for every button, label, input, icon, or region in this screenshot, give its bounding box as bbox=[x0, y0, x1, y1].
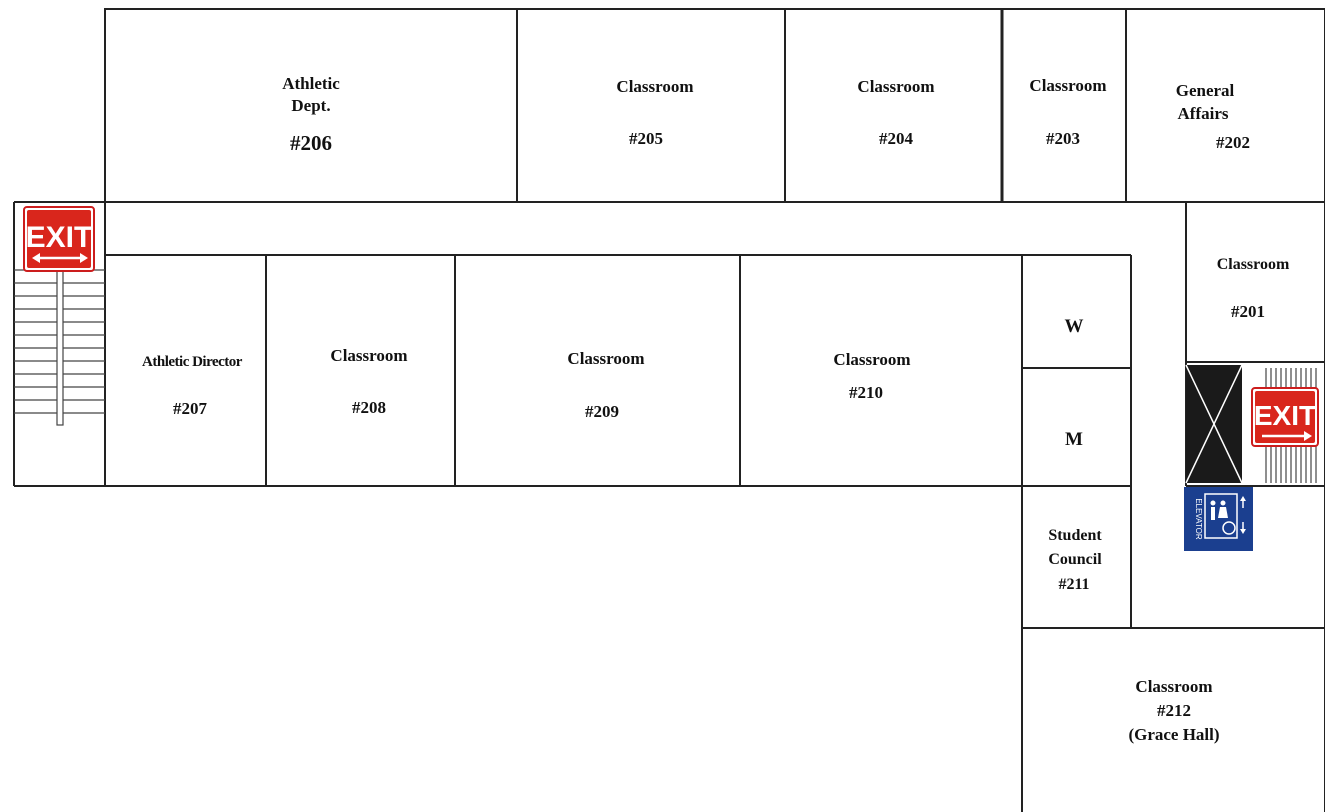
room-205-name: Classroom bbox=[616, 77, 694, 96]
room-212-name: Classroom bbox=[1135, 677, 1213, 696]
south-row-walls bbox=[105, 255, 1022, 486]
exit-sign-icon bbox=[24, 207, 94, 271]
room-201-name: Classroom bbox=[1216, 256, 1290, 273]
room-210-number: #210 bbox=[849, 383, 883, 402]
room-212 bbox=[1128, 677, 1219, 744]
room-206-line2: Dept. bbox=[291, 96, 331, 115]
room-207 bbox=[142, 354, 243, 418]
room-202-line1: General bbox=[1175, 81, 1235, 100]
room-202-line2: Affairs bbox=[1177, 104, 1229, 123]
outer-walls bbox=[14, 9, 1325, 812]
restroom-m-label: M bbox=[1065, 429, 1083, 450]
room-209 bbox=[567, 349, 644, 421]
room-203-number: #203 bbox=[1046, 129, 1080, 148]
room-210 bbox=[833, 350, 910, 402]
room-212-number: #212 bbox=[1157, 701, 1191, 720]
room-201 bbox=[1217, 256, 1290, 321]
room-209-number: #209 bbox=[585, 402, 619, 421]
room-202 bbox=[1176, 81, 1250, 152]
room-208 bbox=[330, 346, 407, 417]
room-211-number: #211 bbox=[1058, 576, 1090, 593]
room-208-number: #208 bbox=[352, 398, 386, 417]
room-201-number: #201 bbox=[1231, 302, 1265, 321]
north-row-walls bbox=[517, 9, 1126, 202]
room-204-name: Classroom bbox=[857, 77, 935, 96]
room-207-number: #207 bbox=[173, 399, 207, 418]
room-207-name: Athletic Director bbox=[142, 354, 242, 370]
room-204-number: #204 bbox=[879, 129, 913, 148]
exit-sign-label: EXIT bbox=[1253, 400, 1317, 431]
elevator-sign-label: ELEVATOR bbox=[1194, 498, 1203, 540]
room-209-name: Classroom bbox=[567, 349, 645, 368]
room-205-number: #205 bbox=[629, 129, 663, 148]
room-206-number: #206 bbox=[290, 131, 332, 155]
room-206 bbox=[282, 74, 340, 155]
room-204 bbox=[857, 77, 934, 148]
restroom-m bbox=[1065, 429, 1083, 450]
restroom-w bbox=[1065, 316, 1084, 337]
elevator-shaft bbox=[1186, 365, 1242, 483]
west-stairs bbox=[14, 265, 105, 425]
room-210-name: Classroom bbox=[833, 350, 911, 369]
room-205 bbox=[616, 77, 693, 148]
room-202-number: #202 bbox=[1216, 133, 1250, 152]
room-211 bbox=[1048, 527, 1102, 593]
room-208-name: Classroom bbox=[330, 346, 408, 365]
restroom-w-label: W bbox=[1064, 316, 1084, 337]
room-206-line1: Athletic bbox=[282, 74, 340, 93]
exit-sign-icon bbox=[1252, 388, 1318, 446]
room-203-name: Classroom bbox=[1029, 76, 1107, 95]
room-203 bbox=[1029, 76, 1106, 148]
room-212-subtitle: (Grace Hall) bbox=[1128, 725, 1220, 744]
room-211-line1: Student bbox=[1048, 527, 1102, 544]
exit-sign-label: EXIT bbox=[25, 221, 93, 254]
elevator-sign-icon bbox=[1184, 487, 1253, 551]
room-211-line2: Council bbox=[1048, 551, 1102, 568]
